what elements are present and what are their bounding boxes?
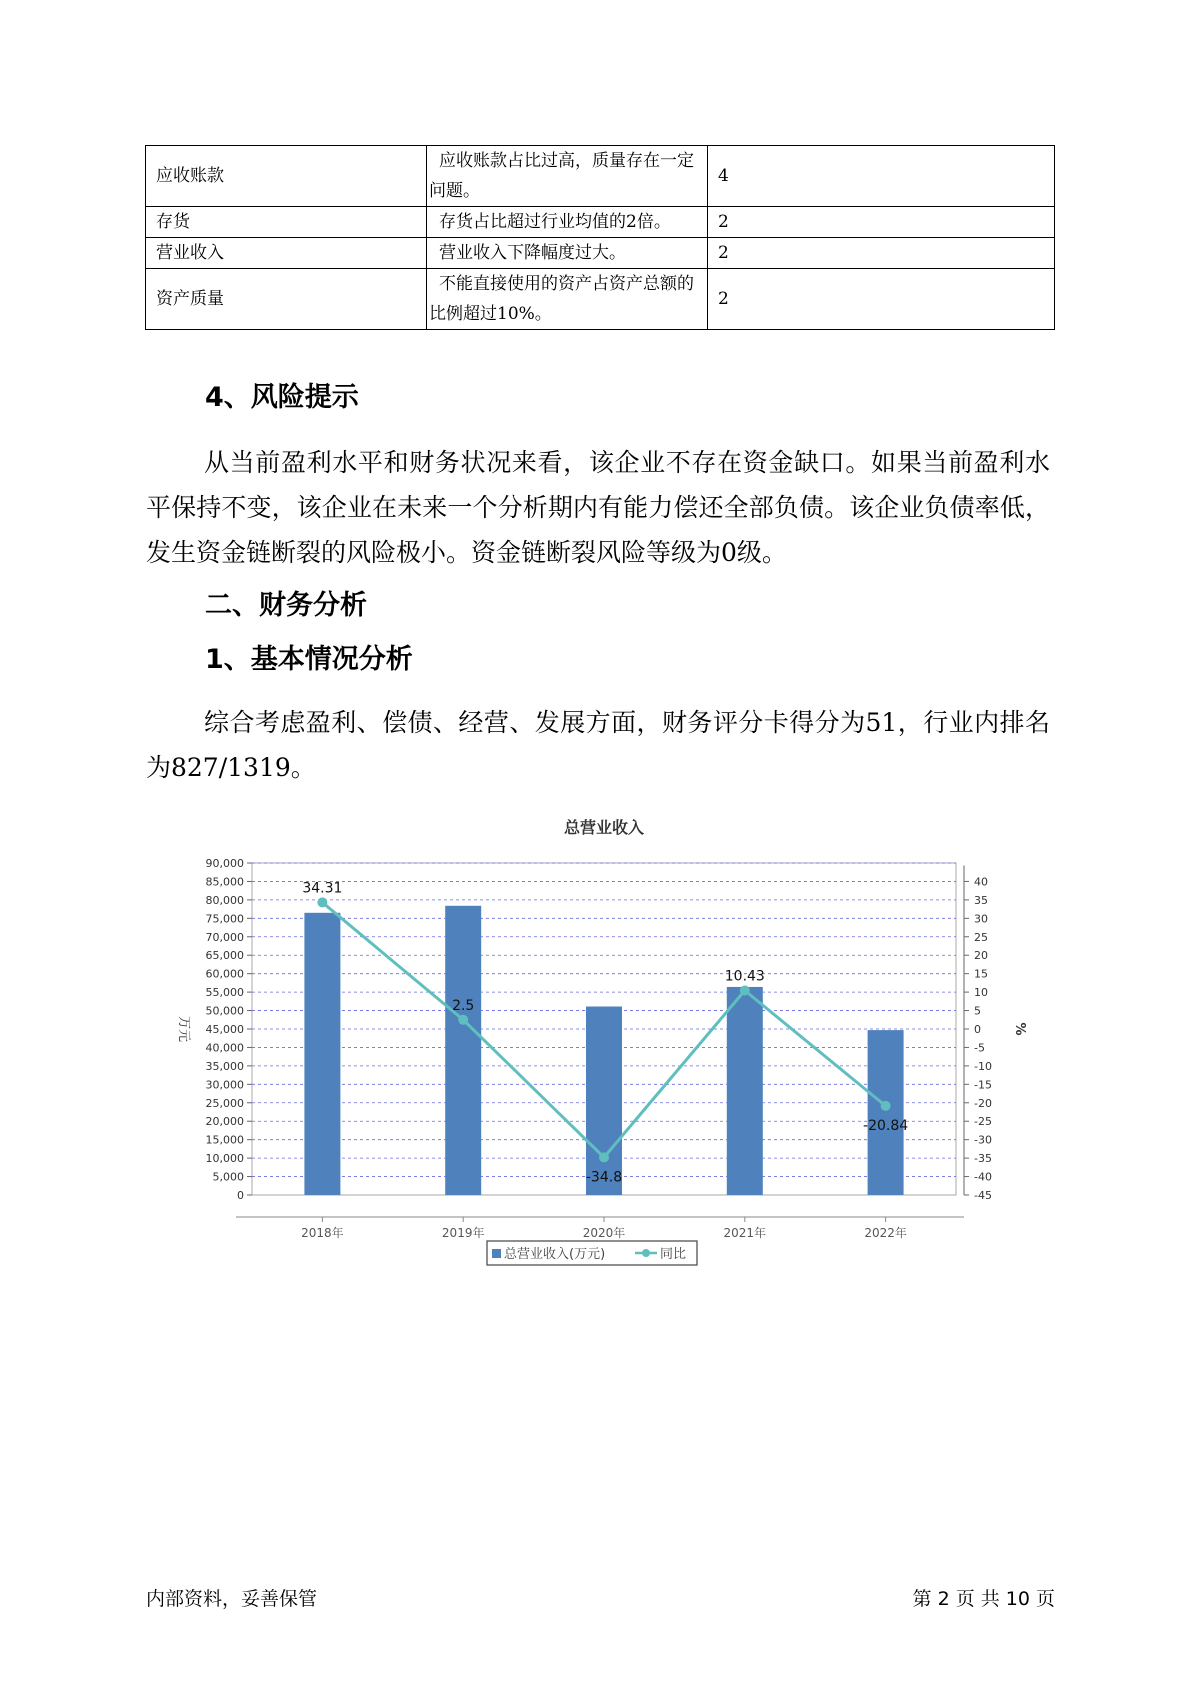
y-tick-label: 25,000 — [205, 1096, 244, 1110]
yoy-point — [881, 1101, 891, 1111]
footer-page-number: 第 2 页 共 10 页 — [912, 1588, 1055, 1610]
y2-tick-label: -5 — [974, 1041, 985, 1055]
y2-tick-label: 5 — [974, 1004, 981, 1018]
revenue-chart — [170, 805, 1030, 1275]
y-tick-label: 30,000 — [205, 1078, 244, 1092]
legend-bar-label: 总营业收入(万元) — [504, 1247, 606, 1262]
y-tick-label: 0 — [237, 1189, 244, 1202]
yoy-data-label: 10.43 — [724, 968, 765, 985]
y2-tick-label: 30 — [974, 912, 988, 926]
finance-heading: 二、财务分析 — [205, 590, 367, 621]
table-row — [146, 238, 1055, 269]
yoy-data-label: -34.8 — [585, 1169, 623, 1186]
y2-tick-label: -40 — [974, 1170, 992, 1184]
table-cell-item: 应收账款 — [146, 146, 427, 207]
table-cell-item: 营业收入 — [146, 238, 427, 269]
x-tick-label: 2022年 — [864, 1226, 907, 1240]
revenue-bar — [727, 987, 763, 1195]
y-tick-label: 60,000 — [205, 967, 244, 981]
y2-tick-label: 35 — [974, 893, 988, 907]
chart-title: 总营业收入 — [563, 818, 645, 837]
legend-bar-swatch — [492, 1249, 501, 1258]
table-row — [146, 269, 1055, 330]
table-cell-score: 2 — [708, 207, 1055, 238]
y-tick-label: 50,000 — [205, 1004, 244, 1018]
revenue-bar — [868, 1030, 904, 1195]
yoy-data-label: 2.5 — [452, 997, 475, 1014]
y2-tick-label: -20 — [974, 1096, 992, 1110]
y-axis-label: 万元 — [176, 1015, 191, 1043]
y2-tick-label: -10 — [974, 1059, 992, 1073]
risk-paragraph: 从当前盈利水平和财务状况来看，该企业不存在资金缺口。如果当前盈利水平保持不变，该企业在未来一个分析期内有能力偿还全部负债。该企业负债率低，发生资金链断裂的风险极小。资金链断裂风险等级为0级。 — [146, 448, 1050, 567]
table-cell-item: 存货 — [146, 207, 427, 238]
legend-line-label: 同比 — [660, 1247, 687, 1262]
y2-tick-label: 10 — [974, 986, 988, 1000]
x-tick-label: 2020年 — [582, 1226, 626, 1240]
y-tick-label: 90,000 — [205, 857, 244, 870]
y-tick-label: 85,000 — [205, 875, 244, 889]
table-cell-score: 2 — [708, 238, 1055, 269]
legend-line-marker — [642, 1249, 650, 1257]
x-tick-label: 2021年 — [723, 1226, 767, 1240]
y2-tick-label: -30 — [974, 1133, 992, 1147]
revenue-bar — [304, 913, 340, 1195]
y-tick-label: 5,000 — [212, 1170, 244, 1184]
table-cell-score: 2 — [708, 269, 1055, 330]
y2-tick-label: 40 — [974, 875, 988, 889]
y2-tick-label: -45 — [974, 1189, 992, 1202]
yoy-point — [317, 897, 327, 907]
yoy-data-label: -20.84 — [863, 1117, 909, 1134]
yoy-point — [458, 1015, 468, 1025]
x-tick-label: 2018年 — [301, 1226, 344, 1240]
table-cell-score: 4 — [708, 146, 1055, 207]
yoy-point — [599, 1152, 609, 1162]
x-tick-label: 2019年 — [441, 1226, 485, 1240]
table-cell-item: 资产质量 — [146, 269, 427, 330]
y-tick-label: 45,000 — [205, 1023, 244, 1036]
yoy-point — [740, 986, 750, 996]
table-cell-desc: 应收账款占比过高，质量存在一定问题。 — [427, 146, 708, 207]
table-row — [146, 207, 1055, 238]
y-tick-label: 75,000 — [205, 912, 244, 926]
y-tick-label: 55,000 — [205, 986, 244, 1000]
y-tick-label: 65,000 — [205, 949, 244, 963]
y2-tick-label: -15 — [974, 1078, 992, 1092]
basic-analysis-paragraph: 综合考虑盈利、偿债、经营、发展方面，财务评分卡得分为51，行业内排名为827/1319。 — [146, 708, 1050, 782]
y-tick-label: 35,000 — [205, 1059, 244, 1073]
revenue-bar — [445, 906, 481, 1195]
y-tick-label: 70,000 — [205, 930, 244, 944]
y2-tick-label: -35 — [974, 1152, 992, 1166]
risk-heading: 4、风险提示 — [205, 382, 359, 413]
table-cell-desc: 存货占比超过行业均值的2倍。 — [427, 207, 708, 238]
table-cell-desc: 营业收入下降幅度过大。 — [427, 238, 708, 269]
y2-tick-label: 25 — [974, 930, 988, 944]
risk-factor-table — [145, 145, 1055, 330]
y-tick-label: 15,000 — [205, 1133, 244, 1147]
y2-axis-label: % — [1012, 1022, 1027, 1036]
table-row — [146, 146, 1055, 207]
table-cell-desc: 不能直接使用的资产占资产总额的比例超过10%。 — [427, 269, 708, 330]
y2-tick-label: 15 — [974, 967, 988, 981]
y-tick-label: 40,000 — [205, 1041, 244, 1055]
yoy-data-label: 34.31 — [302, 880, 343, 897]
y2-tick-label: 0 — [974, 1023, 981, 1036]
y2-tick-label: 20 — [974, 949, 988, 963]
y-tick-label: 80,000 — [205, 893, 244, 907]
y-tick-label: 10,000 — [205, 1152, 244, 1166]
footer-confidential: 内部资料，妥善保管 — [146, 1588, 318, 1610]
y2-tick-label: -25 — [974, 1115, 992, 1129]
basic-analysis-heading: 1、基本情况分析 — [205, 644, 413, 675]
revenue-bar — [586, 1006, 622, 1195]
y-tick-label: 20,000 — [205, 1115, 244, 1129]
